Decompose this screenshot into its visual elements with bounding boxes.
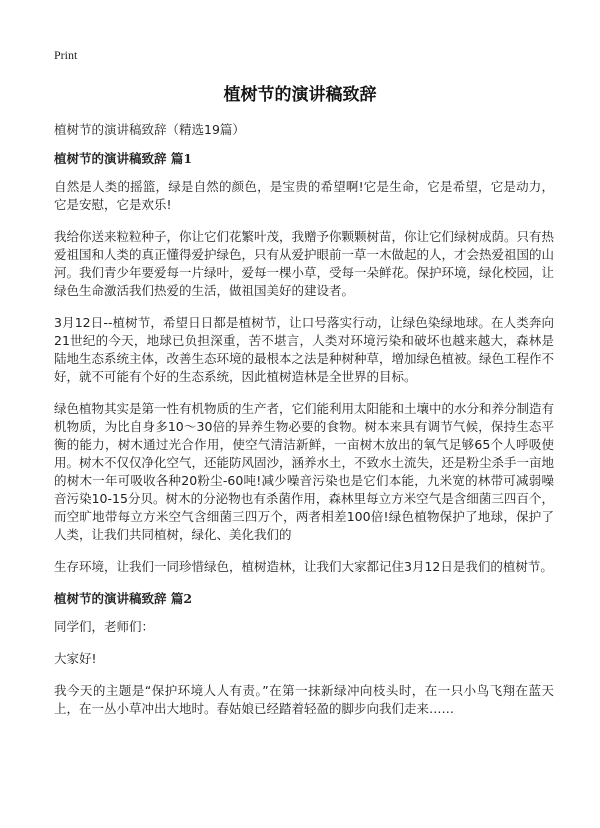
section-2 [54, 590, 554, 718]
document-body [54, 150, 554, 732]
paragraph: 我给你送来粒粒种子，你让它们花繁叶茂，我赠予你颗颗树苗，你让它们绿树成荫。只有热爱祖国和人类的真正懂得爱护绿色，只有从爱护眼前一草一木做起的人，才会热爱祖国的山河。我们青少年要爱每一片绿叶，爱每一棵小草，受每一朵鲜花。保护环境，绿化校园，让绿色生命激活我们热爱的生活，做祖国美好的建设者。 [54, 229, 555, 298]
paragraph: 生存环境，让我们一同珍惜绿色，植树造林，让我们大家都记住3月12日是我们的植树节。 [54, 559, 553, 574]
section-heading: 植树节的演讲稿致辞 篇1 [54, 151, 193, 166]
paragraph: 绿色植物其实是第一性有机物质的生产者，它们能利用太阳能和土壤中的水分和养分制造有机物质，为比自身多10～30倍的异养生物必要的食物。树本来具有调节气候，保持生态平衡的能力，树木通过光合作用，使空气清洁新鲜，一亩树木放出的氧气足够65个人呼吸使用。树木不仅仅净化空气，还能防风固沙，涵养水土，不致水土流失，还是粉尘杀手一亩地的树木一年可吸收各种20粉尘-60吨!减少噪音污染也是它们本能，九米宽的林带可减弱噪音污染10-15分贝。树木的分泌物也有杀菌作用，森林里每立方米空气是含细菌三四百个，而空旷地带每立方米空气含细菌三四万个，两者相差100倍!绿色植物保护了地球，保护了人类，让我们共同植树，绿化、美化我们的 [54, 401, 555, 542]
paragraph: 自然是人类的摇篮，绿是自然的颜色，是宝贵的希望啊!它是生命，它是希望，它是动力，它是安慰，它是欢乐! [54, 179, 554, 212]
paragraph: 同学们，老师们： [54, 619, 155, 634]
paragraph: 我今天的主题是“保护环境人人有责。”在第一抹新绿冲向枝头时，在一只小鸟飞翔在蓝天上，在一丛小草冲出大地时。春姑娘已经踏着轻盈的脚步向我们走来…… [54, 683, 554, 716]
section-heading: 植树节的演讲稿致辞 篇2 [54, 591, 193, 606]
page-title: 植树节的演讲稿致辞 [223, 85, 377, 105]
paragraph: 大家好! [54, 651, 97, 666]
document-subtitle: 植树节的演讲稿致辞（精选19篇） [54, 122, 245, 137]
paragraph: 3月12日--植树节，希望日日都是植树节，让口号落实行动，让绿色染绿地球。在人类奔向21世纪的今天，地球已负担深重，苦不堪言，人类对环境污染和破坏也越来越大，森林是陆地生态系统主体，改善生态环境的最根本之法是种树种草，增加绿色植被。绿色工程作不好，就不可能有个好的生态系统，因此植树造林是全世界的目标。 [54, 315, 555, 384]
section-1 [54, 150, 554, 576]
print-link[interactable]: Print [54, 48, 78, 62]
